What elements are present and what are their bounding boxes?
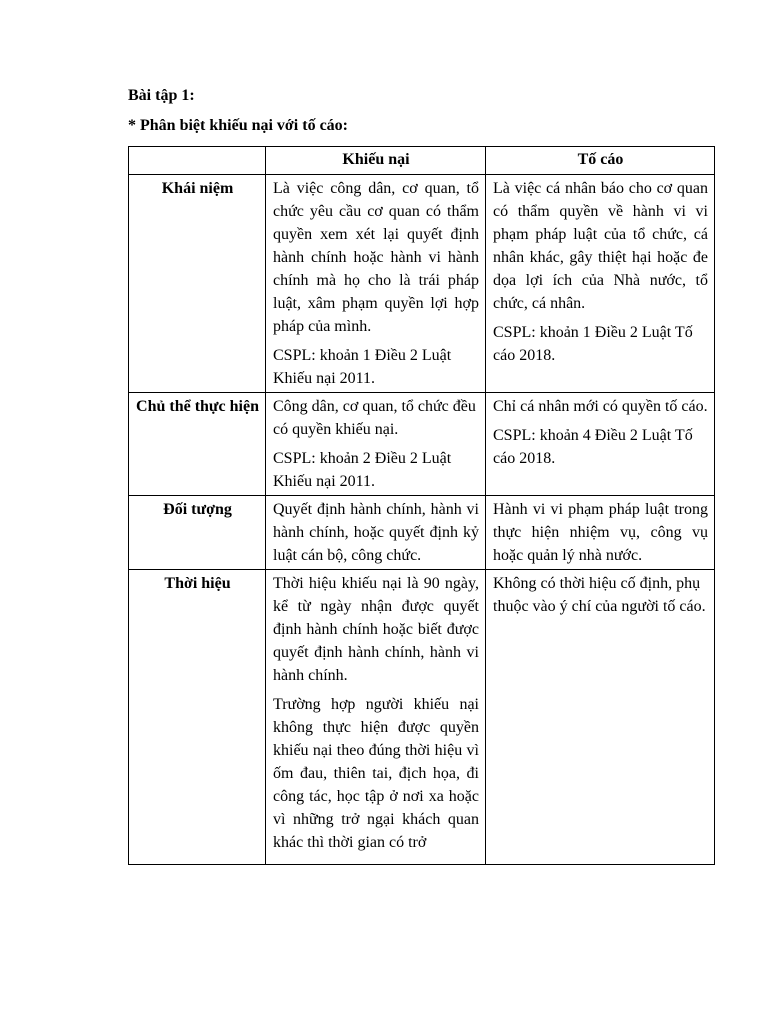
cell-legal-basis: CSPL: khoản 1 Điều 2 Luật Khiếu nại 2011. xyxy=(273,347,452,387)
cell-complaint-time-limit xyxy=(266,570,486,865)
cell-legal-basis: CSPL: khoản 2 Điều 2 Luật Khiếu nại 2011. xyxy=(273,450,452,490)
cell-legal-basis: CSPL: khoản 1 Điều 2 Luật Tố cáo 2018. xyxy=(493,324,693,364)
comparison-table xyxy=(128,146,715,865)
header-empty-cell xyxy=(129,147,266,175)
cell-paragraph: Trường hợp người khiếu nại không thực hiện được quyền khiếu nại theo đúng thời hiệu vì ốm đau, thiên tai, địch họa, đi công tác, học tập ở nơi xa hoặc vì những trở ngại khách quan khác thì thời gian có trở xyxy=(273,696,479,851)
header-complaint: Khiếu nại xyxy=(266,147,486,175)
cell-complaint-object xyxy=(266,496,486,570)
cell-paragraph: Là việc công dân, cơ quan, tổ chức yêu cầu cơ quan có thẩm quyền xem xét lại quyết định hành chính hoặc hành vi hành chính mà họ cho là trái pháp luật, xâm phạm quyền lợi hợp pháp của mình. xyxy=(273,180,479,335)
cell-paragraph: Không có thời hiệu cố định, phụ thuộc vào ý chí của người tố cáo. xyxy=(493,575,706,615)
cell-denunciation-time-limit xyxy=(486,570,715,865)
cell-paragraph: Công dân, cơ quan, tổ chức đều có quyền khiếu nại. xyxy=(273,398,476,438)
table-row xyxy=(129,393,715,496)
row-label-concept: Khái niệm xyxy=(129,175,266,393)
cell-denunciation-concept xyxy=(486,175,715,393)
cell-paragraph: Là việc cá nhân báo cho cơ quan có thẩm quyền về hành vi vi phạm pháp luật của tổ chức, cá nhân khác, gây thiệt hại hoặc đe dọa lợi ích của Nhà nước, tổ chức, cá nhân. xyxy=(493,180,708,312)
header-denunciation: Tố cáo xyxy=(486,147,715,175)
row-label-subject: Chủ thể thực hiện xyxy=(129,393,266,496)
table-row xyxy=(129,570,715,865)
cell-paragraph: Quyết định hành chính, hành vi hành chính, hoặc quyết định kỷ luật cán bộ, công chức. xyxy=(273,501,479,564)
cell-denunciation-object xyxy=(486,496,715,570)
cell-legal-basis: CSPL: khoản 4 Điều 2 Luật Tố cáo 2018. xyxy=(493,427,693,467)
table-row xyxy=(129,175,715,393)
cell-paragraph: Chỉ cá nhân mới có quyền tố cáo. xyxy=(493,398,708,415)
cell-complaint-subject xyxy=(266,393,486,496)
exercise-title: Bài tập 1: xyxy=(128,87,195,104)
table-row xyxy=(129,496,715,570)
cell-complaint-concept xyxy=(266,175,486,393)
cell-denunciation-subject xyxy=(486,393,715,496)
table-header-row xyxy=(129,147,715,175)
row-label-object: Đối tượng xyxy=(129,496,266,570)
cell-paragraph: Hành vi vi phạm pháp luật trong thực hiện nhiệm vụ, công vụ hoặc quản lý nhà nước. xyxy=(493,501,708,564)
section-subtitle: * Phân biệt khiếu nại với tố cáo: xyxy=(128,117,348,134)
cell-paragraph: Thời hiệu khiếu nại là 90 ngày, kể từ ngày nhận được quyết định hành chính hoặc biết được quyết định hành chính, hành vi hành chính. xyxy=(273,575,479,684)
row-label-time-limit: Thời hiệu xyxy=(129,570,266,865)
